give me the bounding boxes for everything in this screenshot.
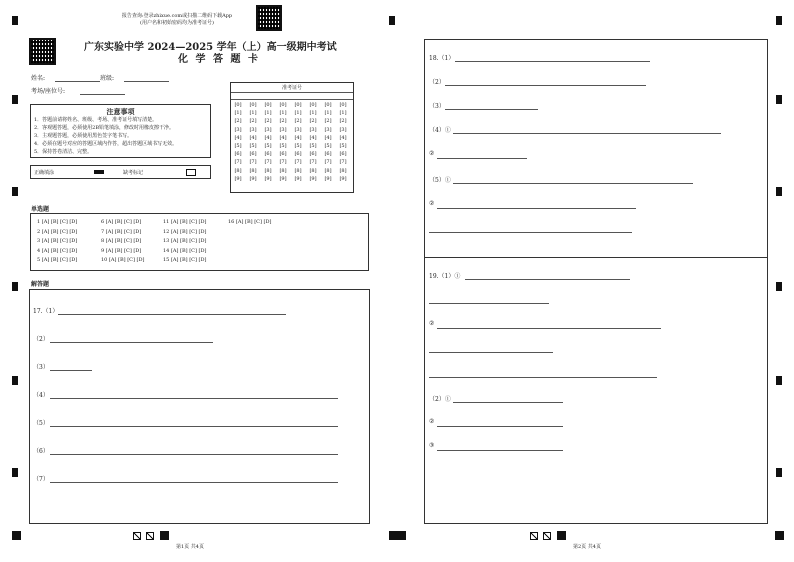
q18-label: ② [429, 200, 435, 207]
divider [231, 92, 353, 93]
corner-mark [775, 531, 784, 540]
exam-id-box [230, 82, 354, 193]
exam-id-digit[interactable]: [0] [279, 102, 287, 108]
page-number: 第2页 共4页 [573, 544, 601, 550]
fill-legend [30, 165, 211, 179]
q18-label: （5）① [429, 177, 451, 184]
exam-id-digit[interactable]: [7] [324, 159, 332, 166]
exam-id-digit[interactable]: [0] [264, 102, 272, 108]
answer-line[interactable] [437, 208, 636, 209]
exam-id-digit[interactable]: [2] [264, 118, 272, 125]
answer-line[interactable] [445, 109, 538, 110]
exam-id-digit[interactable]: [8] [324, 167, 332, 174]
exam-id-column [263, 101, 273, 183]
exam-id-digit[interactable]: [9] [339, 175, 347, 182]
exam-id-digit[interactable]: [1] [339, 110, 347, 117]
exam-id-digit[interactable]: [1] [234, 110, 242, 117]
exam-id-digit[interactable]: [2] [279, 118, 287, 125]
exam-id-digit[interactable]: [3] [339, 126, 347, 133]
exam-id-digit[interactable]: [7] [264, 159, 272, 166]
answer-line[interactable] [429, 377, 657, 378]
exam-id-digit[interactable]: [4] [264, 134, 272, 141]
class-field[interactable] [124, 81, 169, 82]
exam-id-digit[interactable]: [7] [294, 159, 302, 166]
q17-box [29, 289, 370, 524]
q19-label: ③ [429, 442, 435, 449]
name-label: 姓名: [31, 75, 46, 82]
exam-id-digit[interactable]: [3] [264, 126, 272, 133]
timing-mark [776, 468, 782, 477]
exam-id-digit[interactable]: [5] [294, 143, 302, 150]
timing-mark [12, 187, 18, 196]
exam-id-digit[interactable]: [6] [279, 151, 287, 158]
exam-id-digit[interactable]: [9] [279, 175, 287, 182]
qr-code-icon [29, 38, 56, 65]
mc-question[interactable]: 3 [A] [B] [C] [D] [37, 238, 78, 245]
q17-label: 17.（1） [33, 308, 59, 315]
exam-id-digit[interactable]: [3] [279, 126, 287, 133]
mc-question[interactable]: 9 [A] [B] [C] [D] [101, 247, 142, 254]
exam-id-digit[interactable]: [4] [309, 134, 317, 141]
mc-question[interactable]: 15 [A] [B] [C] [D] [163, 257, 207, 264]
timing-mark [776, 187, 782, 196]
timing-mark [776, 16, 782, 25]
exam-id-digit[interactable]: [7] [339, 159, 347, 166]
exam-id-column [248, 101, 258, 183]
exam-id-digit[interactable]: [8] [309, 167, 317, 174]
q17-label: （4） [33, 392, 49, 399]
answer-line[interactable] [437, 426, 563, 427]
exam-id-digit[interactable]: [0] [234, 102, 242, 108]
mc-question[interactable]: 11 [A] [B] [C] [D] [163, 219, 207, 225]
q17-label: （7） [33, 476, 49, 483]
note-item: 1．答题前请将姓名、班级、考场、准考证号填写清楚。 [34, 117, 158, 123]
q17-label: （3） [33, 364, 49, 371]
exam-id-column [293, 101, 303, 183]
page-number: 第1页 共4页 [176, 544, 204, 550]
mc-question[interactable]: 14 [A] [B] [C] [D] [163, 247, 207, 254]
timing-mark [12, 282, 18, 291]
exam-id-digit[interactable]: [0] [249, 102, 257, 108]
exam-id-digit[interactable]: [8] [264, 167, 272, 174]
exam-id-digit[interactable]: [8] [279, 167, 287, 174]
exam-id-digit[interactable]: [1] [249, 110, 257, 117]
q18-box [424, 39, 768, 258]
exam-id-digit[interactable]: [0] [309, 102, 317, 108]
page-mark-icon [530, 532, 538, 540]
timing-mark [776, 376, 782, 385]
mc-question[interactable]: 6 [A] [B] [C] [D] [101, 219, 142, 225]
exam-id-digit[interactable]: [0] [339, 102, 347, 108]
exam-id-digit[interactable]: [1] [309, 110, 317, 117]
exam-id-column [233, 101, 243, 183]
exam-id-digit[interactable]: [8] [249, 167, 257, 174]
free-title: 解答题 [31, 281, 50, 288]
timing-mark [12, 376, 18, 385]
note-item: 2．客观题答题，必须使用2B铅笔填涂，修改时用橡皮擦干净。 [34, 125, 175, 131]
exam-id-digit[interactable]: [2] [339, 118, 347, 125]
mc-question[interactable]: 4 [A] [B] [C] [D] [37, 247, 78, 254]
q18-label: ② [429, 150, 435, 157]
exam-id-digit[interactable]: [6] [234, 151, 242, 158]
page-mark-icon [543, 532, 551, 540]
answer-line[interactable] [437, 450, 563, 451]
exam-id-digit[interactable]: [5] [339, 143, 347, 150]
exam-id-digit[interactable]: [5] [264, 143, 272, 150]
qr-code-icon [256, 5, 282, 31]
exam-id-digit[interactable]: [3] [294, 126, 302, 133]
corner-mark [397, 531, 406, 540]
mc-question[interactable]: 13 [A] [B] [C] [D] [163, 238, 207, 245]
exam-id-digit[interactable]: [6] [249, 151, 257, 158]
answer-line[interactable] [50, 482, 338, 483]
answer-line[interactable] [455, 61, 650, 62]
mc-title: 单选题 [31, 206, 50, 213]
exam-id-digit[interactable]: [9] [309, 175, 317, 182]
exam-id-digit[interactable]: [9] [264, 175, 272, 182]
exam-id-digit[interactable]: [5] [279, 143, 287, 150]
exam-id-digit[interactable]: [7] [249, 159, 257, 166]
exam-id-digit[interactable]: [5] [234, 143, 242, 150]
answer-line[interactable] [453, 402, 563, 403]
room-field[interactable] [80, 94, 125, 95]
page-mark-icon [133, 532, 141, 540]
exam-id-digit[interactable]: [3] [234, 126, 242, 133]
q17-label: （5） [33, 420, 49, 427]
note-item: 4．必须在题号对应的答题区域内作答，超出答题区域书写无效。 [34, 141, 178, 147]
mc-rows [37, 219, 367, 269]
exam-id-digit[interactable]: [4] [324, 134, 332, 141]
notes-title: 注意事项 [106, 107, 135, 116]
exam-id-column [323, 101, 333, 183]
exam-id-digit[interactable]: [8] [234, 167, 242, 174]
timing-mark [12, 468, 18, 477]
exam-id-title: 准考证号 [281, 85, 302, 91]
notice-line-2: (用户名和初始密码均为准考证号) [140, 20, 214, 26]
exam-id-digit[interactable]: [2] [294, 118, 302, 125]
answer-line[interactable] [429, 232, 632, 233]
exam-id-digit[interactable]: [9] [324, 175, 332, 182]
q19-box [424, 257, 768, 524]
q19-label: 19.（1）① [429, 273, 461, 280]
answer-line[interactable] [58, 314, 286, 315]
mc-question[interactable]: 16 [A] [B] [C] [D] [228, 219, 272, 225]
exam-id-column [308, 101, 318, 183]
exam-id-digit[interactable]: [2] [234, 118, 242, 125]
mc-question[interactable]: 10 [A] [B] [C] [D] [101, 257, 145, 264]
exam-id-digit[interactable]: [6] [264, 151, 272, 158]
mc-question[interactable]: 12 [A] [B] [C] [D] [163, 228, 207, 235]
exam-id-digit[interactable]: [7] [234, 159, 242, 166]
timing-mark [776, 282, 782, 291]
card-title: 化 学 答 题 卡 [178, 54, 260, 65]
page-mark [160, 531, 169, 540]
exam-id-digit[interactable]: [5] [249, 143, 257, 150]
exam-id-digit[interactable]: [1] [294, 110, 302, 117]
answer-line[interactable] [429, 352, 553, 353]
mc-question[interactable]: 5 [A] [B] [C] [D] [37, 257, 78, 264]
exam-id-digit[interactable]: [0] [294, 102, 302, 108]
exam-id-digit[interactable]: [1] [264, 110, 272, 117]
answer-line[interactable] [453, 133, 721, 134]
exam-id-digit[interactable]: [5] [309, 143, 317, 150]
exam-id-digit[interactable]: [5] [324, 143, 332, 150]
q17-label: （2） [33, 336, 49, 343]
exam-id-digit[interactable]: [7] [309, 159, 317, 166]
answer-line[interactable] [465, 279, 630, 280]
exam-id-columns [233, 101, 353, 191]
answer-line[interactable] [50, 370, 92, 371]
exam-id-digit[interactable]: [8] [339, 167, 347, 174]
filled-example [94, 170, 104, 174]
school-title: 广东实验中学 2024—2025 学年（上）高一级期中考试 [84, 42, 337, 53]
answer-line[interactable] [50, 426, 338, 427]
q19-label: ② [429, 418, 435, 425]
answer-line[interactable] [445, 85, 646, 86]
mc-question[interactable]: 2 [A] [B] [C] [D] [37, 228, 78, 235]
divider [231, 99, 353, 100]
exam-id-digit[interactable]: [6] [294, 151, 302, 158]
exam-id-digit[interactable]: [3] [249, 126, 257, 133]
notes-list [34, 116, 177, 156]
exam-id-digit[interactable]: [4] [234, 134, 242, 141]
exam-id-digit[interactable]: [2] [324, 118, 332, 125]
mc-question[interactable]: 8 [A] [B] [C] [D] [101, 238, 142, 245]
name-field[interactable] [55, 81, 100, 82]
answer-line[interactable] [437, 328, 661, 329]
q18-label: 18.（1） [429, 55, 455, 62]
exam-id-digit[interactable]: [9] [294, 175, 302, 182]
exam-id-digit[interactable]: [0] [324, 102, 332, 108]
q18-label: （3） [429, 103, 445, 110]
absent-checkbox[interactable] [186, 169, 196, 176]
notes-box [30, 104, 211, 158]
exam-id-column [278, 101, 288, 183]
corner-mark [12, 531, 21, 540]
answer-line[interactable] [50, 398, 338, 399]
answer-line[interactable] [50, 342, 213, 343]
exam-id-column [338, 101, 348, 183]
room-label: 考场/座位号: [31, 88, 66, 95]
answer-line[interactable] [429, 303, 549, 304]
exam-id-digit[interactable]: [2] [309, 118, 317, 125]
exam-id-digit[interactable]: [3] [324, 126, 332, 133]
mc-question[interactable]: 1 [A] [B] [C] [D] [37, 219, 78, 225]
exam-id-digit[interactable]: [3] [309, 126, 317, 133]
absent-mark-label: 缺考标记 [123, 170, 144, 176]
exam-id-digit[interactable]: [4] [279, 134, 287, 141]
timing-mark [776, 95, 782, 104]
exam-id-digit[interactable]: [1] [279, 110, 287, 117]
correct-fill-label: 正确填涂 [34, 170, 55, 176]
exam-id-digit[interactable]: [4] [249, 134, 257, 141]
note-item: 3．主观题答题，必须使用黑色签字笔书写。 [34, 133, 133, 139]
exam-id-digit[interactable]: [6] [309, 151, 317, 158]
q17-label: （6） [33, 448, 49, 455]
page-mark-icon [146, 532, 154, 540]
exam-id-digit[interactable]: [8] [294, 167, 302, 174]
exam-id-digit[interactable]: [2] [249, 118, 257, 125]
answer-line[interactable] [437, 158, 527, 159]
q19-label: （2）① [429, 396, 451, 403]
corner-mark [389, 16, 395, 25]
exam-id-digit[interactable]: [9] [234, 175, 242, 182]
exam-id-digit[interactable]: [4] [339, 134, 347, 141]
exam-id-digit[interactable]: [7] [279, 159, 287, 166]
exam-id-digit[interactable]: [6] [339, 151, 347, 158]
exam-id-digit[interactable]: [6] [324, 151, 332, 158]
class-label: 班级: [100, 75, 115, 82]
note-item: 5．保持答卷清洁、完整。 [34, 149, 93, 155]
q18-label: （2） [429, 79, 445, 86]
page-mark [557, 531, 566, 540]
timing-mark [12, 16, 18, 25]
exam-id-digit[interactable]: [1] [324, 110, 332, 117]
notice-line-1: 报告查询:登录zhixue.com或扫描二维码下载App [121, 13, 233, 19]
q18-label: （4）① [429, 127, 451, 134]
answer-line[interactable] [453, 183, 693, 184]
report-notice [112, 12, 242, 26]
exam-id-digit[interactable]: [4] [294, 134, 302, 141]
mc-question[interactable]: 7 [A] [B] [C] [D] [101, 228, 142, 235]
answer-line[interactable] [50, 454, 338, 455]
exam-id-digit[interactable]: [9] [249, 175, 257, 182]
q19-label: ② [429, 320, 435, 327]
timing-mark [12, 95, 18, 104]
mc-box [30, 213, 369, 271]
